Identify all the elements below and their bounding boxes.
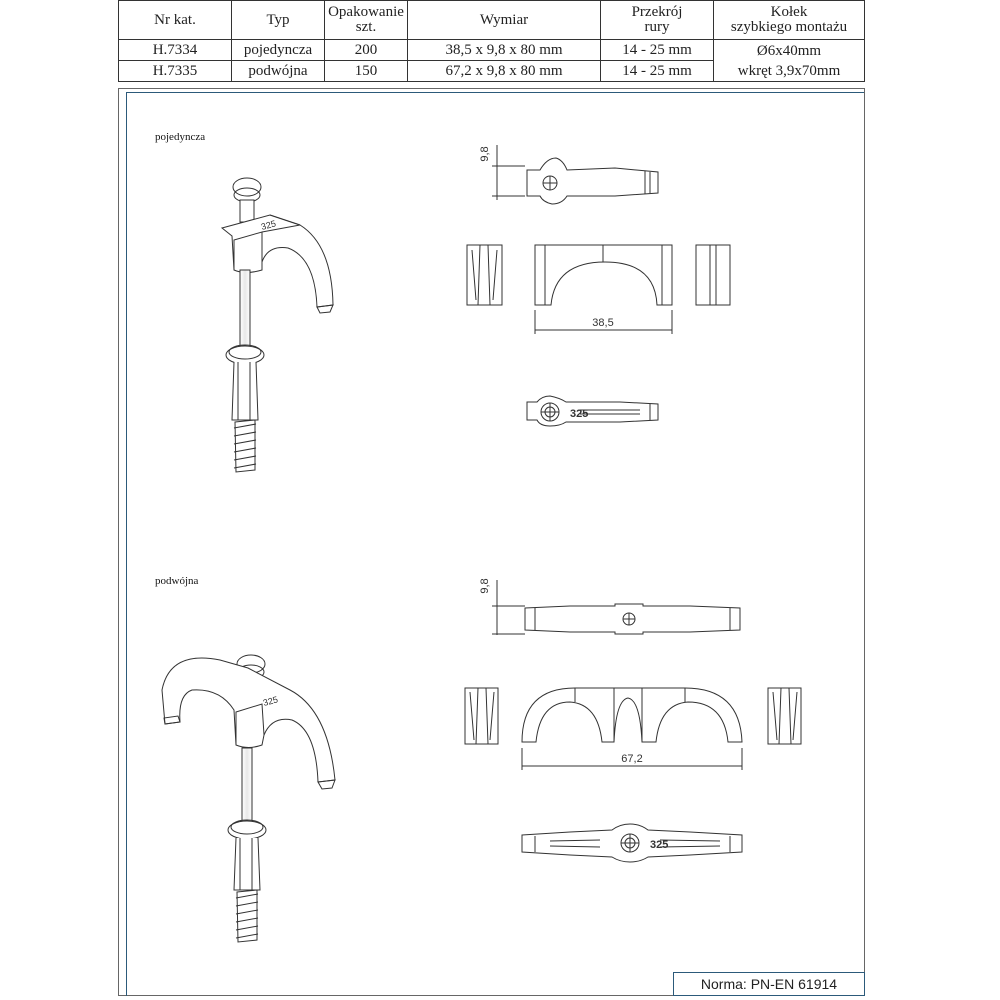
header-kolek: Kołek szybkiego montażu xyxy=(714,1,865,40)
double-thread xyxy=(236,890,258,942)
cell-typ: podwójna xyxy=(232,61,325,82)
header-opakowanie: Opakowanie szt. xyxy=(325,1,408,40)
double-height-dim: 9,8 xyxy=(479,578,491,594)
cell-przekroj: 14 - 25 mm xyxy=(601,40,714,61)
single-bottom-view xyxy=(527,396,658,426)
header-wymiar: Wymiar xyxy=(408,1,601,40)
svg-text:325: 325 xyxy=(259,218,278,232)
single-width-dim: 38,5 xyxy=(592,317,614,329)
double-marking: 325 xyxy=(650,839,669,851)
single-top-view xyxy=(492,145,658,204)
cell-typ: pojedyncza xyxy=(232,40,325,61)
header-przekroj: Przekrój rury xyxy=(601,1,714,40)
section-label-double: podwójna xyxy=(155,575,199,587)
single-marking: 325 xyxy=(570,408,589,420)
double-width-dim: 67,2 xyxy=(621,753,643,765)
cell-opak: 150 xyxy=(325,61,408,82)
cell-kolek: Ø6x40mm wkręt 3,9x70mm xyxy=(714,40,865,82)
norma-stamp: Norma: PN-EN 61914 xyxy=(673,972,865,996)
cell-wymiar: 67,2 x 9,8 x 80 mm xyxy=(408,61,601,82)
cell-wymiar: 38,5 x 9,8 x 80 mm xyxy=(408,40,601,61)
header-typ: Typ xyxy=(232,1,325,40)
cell-przekroj: 14 - 25 mm xyxy=(601,61,714,82)
section-label-single: pojedyncza xyxy=(155,131,206,143)
single-thread xyxy=(234,420,256,472)
cell-opak: 200 xyxy=(325,40,408,61)
double-bottom-view xyxy=(522,824,742,862)
svg-text:325: 325 xyxy=(261,694,280,708)
double-clip-3d xyxy=(162,655,335,942)
cell-nr: H.7335 xyxy=(119,61,232,82)
single-height-dim: 9,8 xyxy=(479,146,491,162)
cell-nr: H.7334 xyxy=(119,40,232,61)
header-nr-kat: Nr kat. xyxy=(119,1,232,40)
double-top-view xyxy=(492,580,740,635)
single-clip-3d xyxy=(222,178,333,472)
